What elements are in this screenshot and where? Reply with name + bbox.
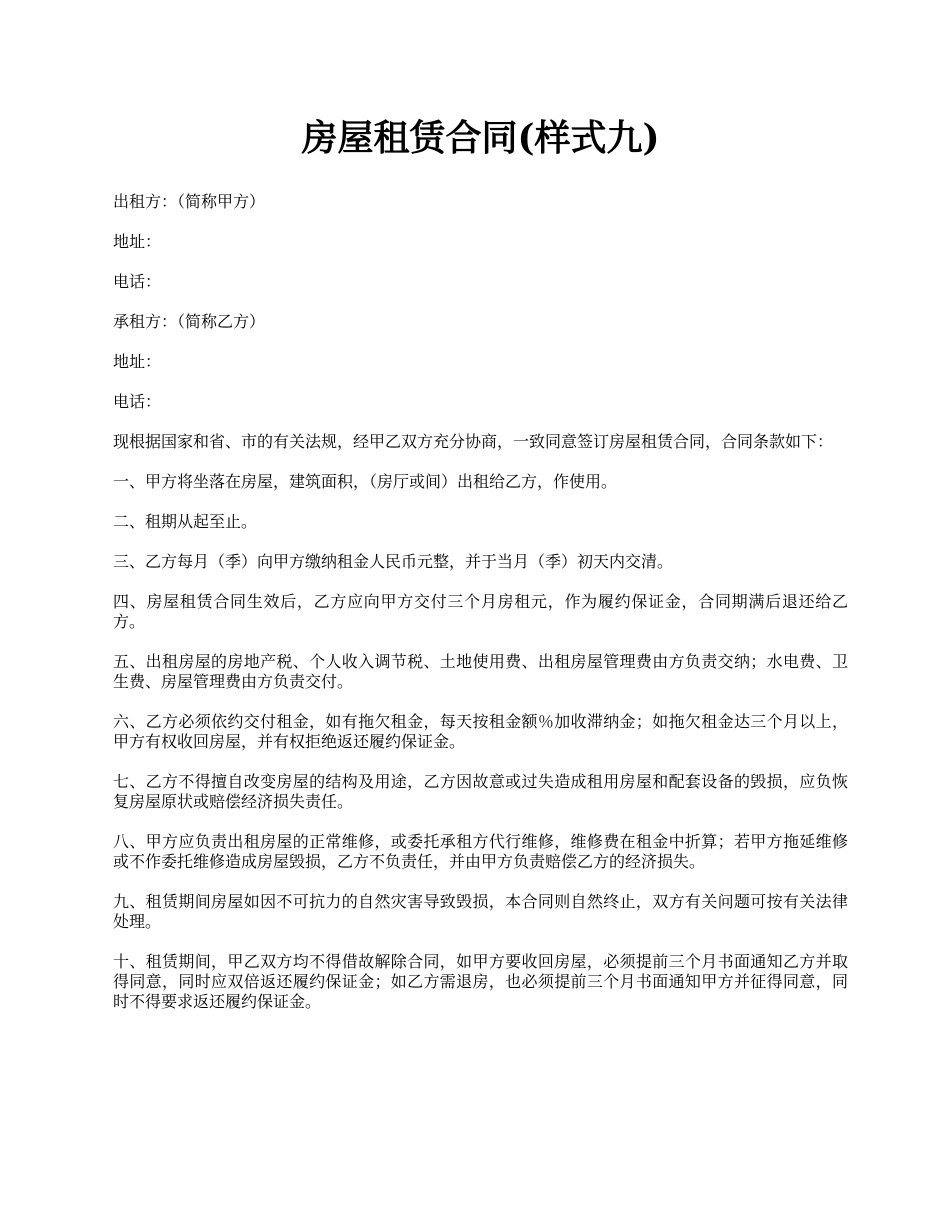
lessor-line: 出租方：（简称甲方） — [113, 192, 266, 211]
lessee-line: 承租方：（简称乙方） — [113, 312, 266, 331]
clause-1: 一、甲方将坐落在房屋，建筑面积，（房厅或间）出租给乙方，作使用。 — [113, 472, 618, 491]
lessee-phone-line: 电话： — [113, 392, 162, 411]
clause-3: 三、乙方每月（季）向甲方缴纳租金人民币元整，并于当月（季）初天内交清。 — [113, 552, 674, 571]
lessor-phone-line: 电话： — [113, 272, 162, 291]
document-title: 房屋租赁合同(样式九) — [301, 117, 660, 159]
clause-10: 十、租赁期间，甲乙双方均不得借故解除合同，如甲方要收回房屋，必须提前三个月书面通知乙方并取得同意，同时应双倍返还履约保证金；如乙方需退房，也必须提前三个月书面通知甲方并征得同意，同时不得要求返还履约保证金。 — [113, 952, 848, 1011]
document-page — [113, 112, 848, 1032]
clause-6: 六、乙方必须依约交付租金，如有拖欠租金，每天按租金额％加收滞纳金；如拖欠租金达三个月以上，甲方有权收回房屋，并有权拒绝返还履约保证金。 — [113, 712, 848, 751]
preamble-paragraph: 现根据国家和省、市的有关法规，经甲乙双方充分协商，一致同意签订房屋租赁合同，合同条款如下： — [113, 432, 834, 451]
lessee-address-line: 地址： — [113, 352, 162, 371]
clause-5: 五、出租房屋的房地产税、个人收入调节税、土地使用费、出租房屋管理费由方负责交纳；水电费、卫生费、房屋管理费由方负责交付。 — [113, 652, 848, 691]
clause-8: 八、甲方应负责出租房屋的正常维修，或委托承租方代行维修，维修费在租金中折算；若甲方拖延维修或不作委托维修造成房屋毁损，乙方不负责任，并由甲方负责赔偿乙方的经济损失。 — [113, 832, 848, 871]
clause-4: 四、房屋租赁合同生效后，乙方应向甲方交付三个月房租元，作为履约保证金，合同期满后退还给乙方。 — [113, 592, 848, 631]
clause-9: 九、租赁期间房屋如因不可抗力的自然灾害导致毁损，本合同则自然终止，双方有关问题可按有关法律处理。 — [113, 892, 848, 931]
clause-2: 二、租期从起至止。 — [113, 512, 258, 531]
clause-7: 七、乙方不得擅自改变房屋的结构及用途，乙方因故意或过失造成租用房屋和配套设备的毁损，应负恢复房屋原状或赔偿经济损失责任。 — [113, 772, 848, 811]
lessor-address-line: 地址： — [113, 232, 162, 251]
